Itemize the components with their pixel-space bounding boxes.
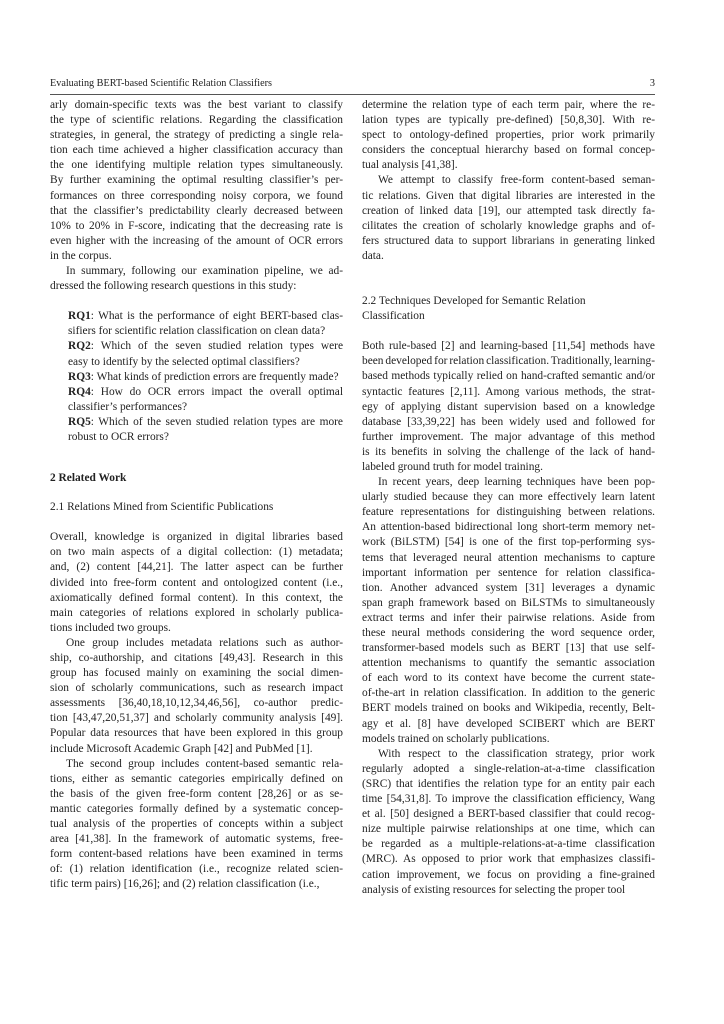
text-line: is its benefits in solving the challenge of the lack of hand- (362, 445, 655, 458)
text-line: even higher with the increasing of the amount of OCR errors (50, 234, 343, 247)
text-line: the one identifying multiple relation types simultaneously. (50, 159, 343, 172)
section-heading: 2 Related Work (50, 472, 127, 485)
paragraph (362, 747, 655, 898)
text-line: analysis of existing resources for selecting the proper tool (362, 883, 626, 896)
text-line: area [41,38]. In the framework of automatic systems, free- (50, 833, 343, 846)
subsection-heading: 2.1 Relations Mined from Scientific Publications (50, 501, 274, 514)
text-line: in the corpus. (50, 249, 112, 262)
text-line: Popular data resources that have been explored in this group (50, 727, 343, 740)
research-question-item (68, 339, 343, 369)
text-line: easy to identify by the selected optimal classifiers? (68, 355, 300, 368)
research-question-item (68, 385, 343, 415)
research-question-item (68, 370, 343, 385)
text-line: Overall, knowledge is organized in digital libraries based (50, 531, 343, 544)
text-line (68, 309, 343, 324)
text-line: based methods typically relied on hand-crafted semantic and/or (362, 370, 655, 383)
paragraph (50, 530, 343, 636)
text-line: of: (1) relation identification (i.e., recognize related scien- (50, 863, 343, 876)
rq-label: RQ2 (68, 340, 91, 353)
text-line: tion each time achieved a higher classification accuracy than (50, 144, 343, 157)
text-line: tions included two groups. (50, 621, 171, 634)
text-line: work (BiLSTM) [54] is one of the first top-performing sys- (362, 536, 655, 549)
text-line: time [54,31,8]. To improve the classification efficiency, Wang (362, 793, 655, 806)
text-line: ularly studied because they can more effectively learn latent (362, 491, 655, 504)
text-line: tic relations. Given that digital libraries are interested in the (362, 189, 655, 202)
rq-text: : What is the performance of eight BERT-based clas- (90, 310, 343, 323)
text-line: been developed for relation classification. Traditionally, learning- (362, 355, 655, 368)
text-line: and, (2) content [44,21]. The latter aspect can be further (50, 561, 343, 574)
text-line: fers structured data to support librarians in generating linked (362, 234, 655, 247)
paragraph (50, 636, 343, 757)
text-line: 10% to 20% in F-score, indicating that the decreasing rate is (50, 219, 343, 232)
text-line (68, 339, 343, 354)
running-title: Evaluating BERT-based Scientific Relation Classifiers (50, 78, 272, 89)
text-line: of-the-art in relation classification. In addition to the generic (362, 687, 655, 700)
text-line: mantic categories formally defined by a systematic concep- (50, 802, 343, 815)
text-line: agy et al. [8] have developed SCIBERT which are BERT (362, 717, 655, 730)
text-line: BERT models trained on books and Wikipedia, recently, Belt- (362, 702, 655, 715)
text-line: formances on three corresponding noisy corpora, we found (50, 189, 343, 202)
text-line: feature representations for distinguishing between relations. (362, 506, 655, 519)
paragraph (50, 98, 343, 264)
text-line: An attention-based bidirectional long short-term memory net- (362, 521, 655, 534)
rq-label: RQ3 (68, 370, 91, 383)
text-line: cilitates the creation of scholarly knowledge graphs and of- (362, 219, 655, 232)
paragraph (362, 98, 655, 173)
paragraph (50, 264, 343, 294)
text-line: database [33,39,22] has been widely used and followed for (362, 415, 655, 428)
text-line: assessments [36,40,18,10,12,34,46,56], co-author predic- (50, 697, 343, 710)
text-line: tems that leveraged neural attention mechanisms to capture (362, 551, 655, 564)
text-line: determine the relation type of each term pair, where the re- (362, 99, 655, 111)
text-line: We attempt to classify free-form content-based seman- (378, 174, 655, 187)
text-line: One group includes metadata relations such as author- (66, 636, 343, 649)
text-line: arly domain-specific texts was the best variant to classify (50, 99, 343, 111)
text-line: lation types are typically pre-defined) [50,8,30]. With re- (362, 114, 655, 127)
research-question-item (68, 309, 343, 339)
text-line: span graph framework based on BiLSTMs to simultaneously (362, 596, 655, 609)
text-line: tual analysis [41,38]. (362, 159, 458, 172)
text-line: considers the conceptual hierarchy based on formal concep- (362, 144, 655, 157)
rq-text: : How do OCR errors impact the overall optimal (90, 385, 343, 398)
text-line: extract terms and infer their pairwise relations. Aside from (362, 611, 655, 624)
rq-label: RQ4 (68, 385, 91, 398)
text-line: further improvement. The major advantage of this method (362, 430, 655, 443)
text-line: dressed the following research questions in this study: (50, 280, 297, 293)
rq-text: : What kinds of prediction errors are frequently made? (90, 370, 339, 383)
text-line: tions, either as semantic categories empirically defined on (50, 772, 343, 785)
text-line: robust to OCR errors? (68, 430, 169, 443)
text-line: the basis of the given free-form content [28,26] or as se- (50, 787, 343, 800)
text-line: (MRC). As opposed to prior work that emphasizes classifi- (362, 853, 655, 866)
text-line: In recent years, deep learning techniques have been pop- (378, 476, 655, 489)
text-line: cation improvement, we focus on providing a fine-grained (362, 868, 655, 881)
text-line: nize multiple pairwise relationships at one time, which can (362, 823, 655, 836)
rq-text: : Which of the seven studied relation types were (90, 340, 343, 353)
text-line: data. (362, 249, 384, 262)
text-line: be regarded as a multiple-relations-at-a-time classification (362, 838, 655, 851)
text-line: With respect to the classification strategy, prior work (378, 747, 655, 760)
text-line (68, 415, 343, 430)
text-line: By further examining the optimal resulting classifier’s per- (50, 174, 343, 187)
text-line: the type of scientific relations. Regarding the classification (50, 114, 343, 127)
text-line: include Microsoft Academic Graph [42] and PubMed [1]. (50, 742, 313, 755)
text-line: regularly adopted a single-relation-at-a-time classification (362, 762, 655, 775)
text-line: divided into free-form content and ontologized content (i.e., (50, 576, 343, 589)
research-question-item (68, 415, 343, 445)
text-line: egy of applying distant supervision based on a knowledge (362, 400, 655, 413)
paragraph (50, 757, 343, 893)
text-line: on two main aspects of a digital collection: (1) metadata; (50, 546, 343, 559)
research-questions-list (68, 309, 343, 445)
right-column (362, 98, 655, 898)
text-line: important information per sentence for relation classifica- (362, 566, 655, 579)
text-line: strategies, in general, the strategy of predicting a single rela- (50, 129, 343, 142)
rq-label: RQ5 (68, 415, 91, 428)
text-line: classifier’s performances? (68, 400, 188, 413)
header-rule (50, 94, 655, 95)
paragraph (362, 339, 655, 475)
text-line: of each word to its context have become the current state- (362, 672, 655, 685)
text-line: (SRC) that identifies the relation type for an entity pair each (362, 777, 655, 790)
text-line: tion [43,47,20,51,37] and scholarly community analysis [49]. (50, 712, 343, 725)
left-column (50, 98, 343, 893)
text-line: these neural methods considering the word sequence order, (362, 627, 655, 639)
text-line: The second group includes content-based semantic rela- (66, 757, 343, 770)
heading-line: Classification (362, 310, 425, 323)
text-line: group has focused mainly on examining the social dimen- (50, 667, 343, 680)
text-line (68, 385, 343, 400)
text-line: tific term pairs) [16,26]; and (2) relation classification (i.e., (50, 878, 320, 891)
text-line: Both rule-based [2] and learning-based [11,54] methods have (362, 340, 655, 353)
text-line: sifiers for scientific relation classification on clean data? (68, 325, 326, 338)
subsection-heading (362, 294, 655, 324)
text-line: axiomatically defined formal content). In this context, the (50, 591, 343, 604)
text-line: transformer-based models such as BERT [13] that use self- (362, 642, 655, 655)
paragraph (362, 173, 655, 264)
text-line: labeled ground truth for model training. (362, 460, 543, 473)
text-line: tual analysis of the properties of concepts within a subject (50, 818, 343, 831)
text-line: syntactic features [2,11]. Among various methods, the strat- (362, 385, 655, 398)
heading-line: 2.2 Techniques Developed for Semantic Relation (362, 295, 586, 308)
paragraph (362, 475, 655, 747)
text-line: form content-based relations have been examined in terms (50, 848, 343, 861)
text-line: models trained on scholarly publications. (362, 732, 550, 745)
rq-label: RQ1 (68, 310, 91, 323)
text-line: ship, co-authorship, and citations [49,43]. Research in this (50, 652, 343, 664)
text-line: that the classifier’s predictability clearly decreased between (50, 204, 343, 217)
text-line: et al. [50] designed a BERT-based classifier that could recog- (362, 808, 655, 821)
text-line: main categories of relations explored in scholarly publica- (50, 606, 343, 619)
text-line: tion. Another advanced system [31] leverages a dynamic (362, 581, 655, 594)
rq-text: : Which of the seven studied relation types are more (90, 415, 343, 428)
text-line: sion of scholarly communications, such as research impact (50, 682, 343, 695)
text-line: creation of linked data [19], our attempted task directly fa- (362, 204, 655, 217)
page-number: 3 (649, 78, 655, 89)
text-line: attention mechanisms to quantify the semantic association (362, 657, 655, 670)
text-line: In summary, following our examination pipeline, we ad- (66, 265, 343, 278)
text-line: spect to ontology-defined properties, prior work primarily (362, 129, 655, 142)
text-line (68, 370, 343, 385)
